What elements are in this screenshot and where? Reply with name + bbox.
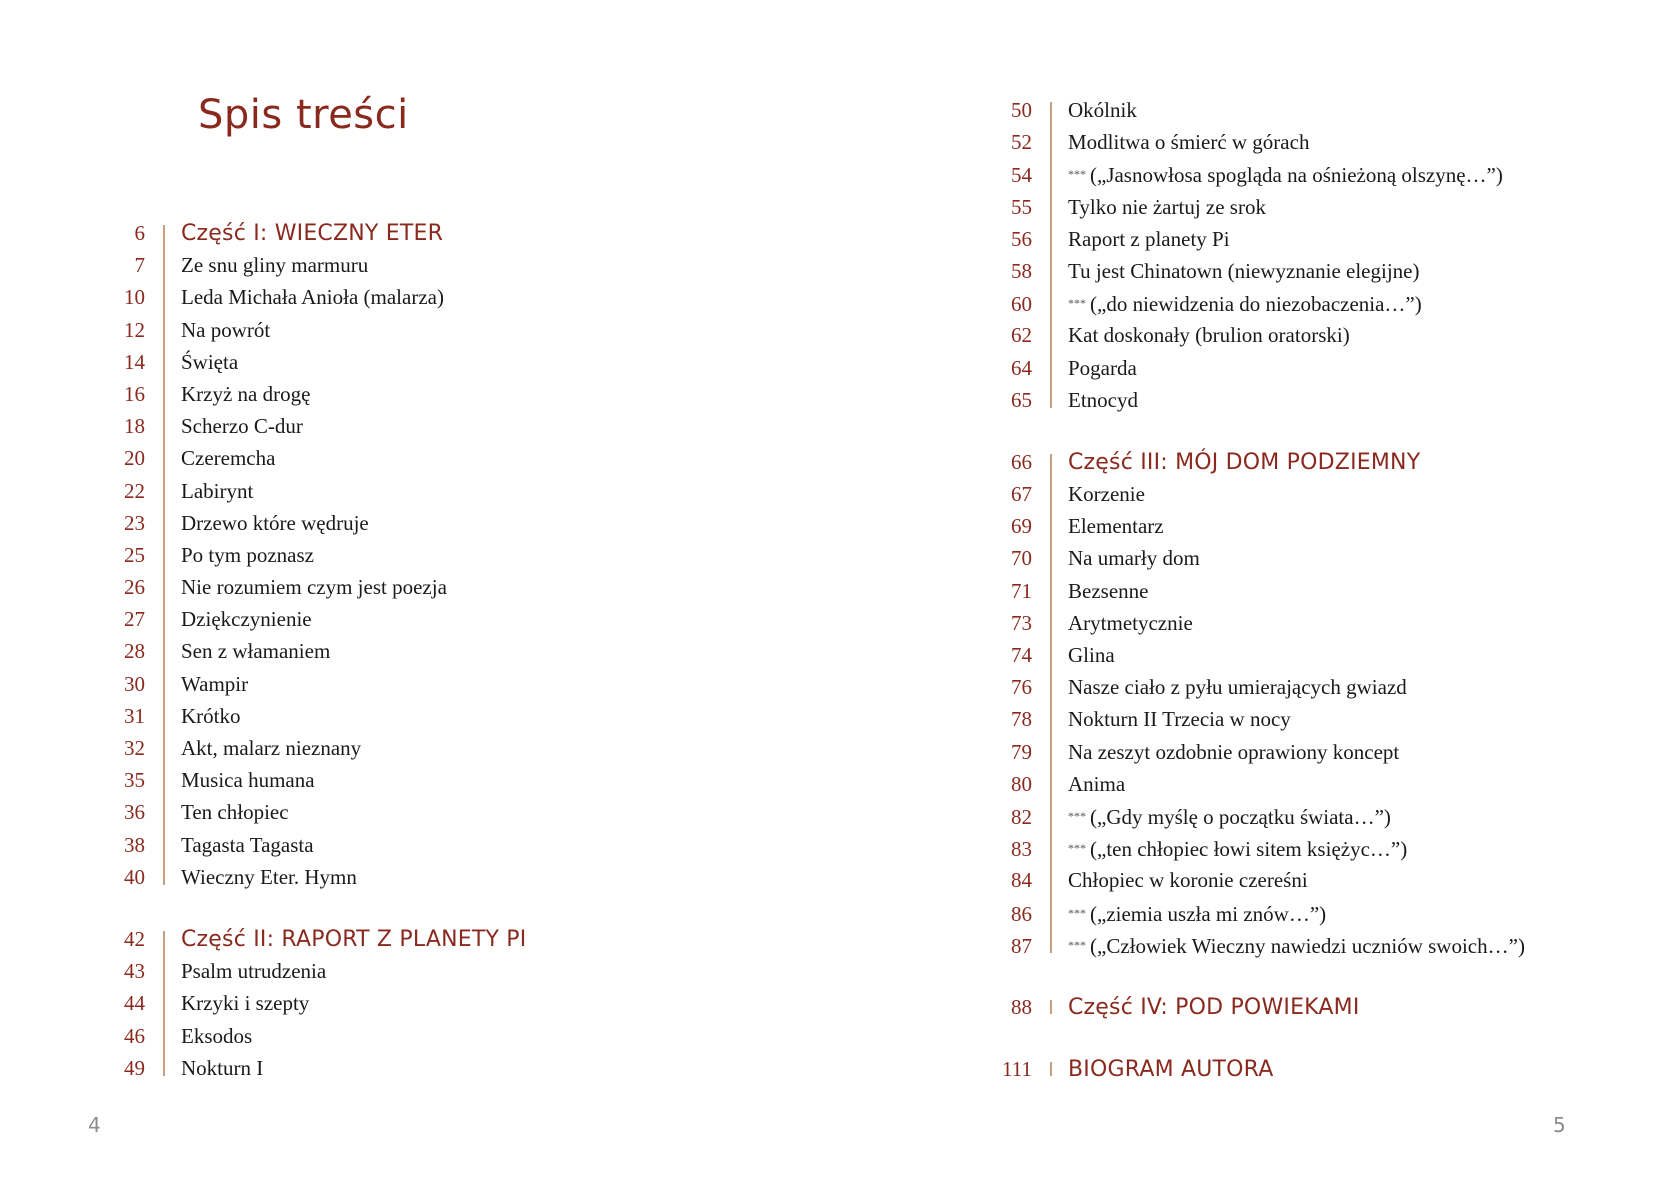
poem-title: [181, 346, 238, 378]
vertical-rule: [1050, 319, 1068, 351]
vertical-rule: [1050, 542, 1068, 574]
vertical-rule: [163, 507, 181, 539]
page-ref: 20: [124, 446, 145, 471]
toc-entry: [987, 352, 1525, 384]
vertical-rule: [163, 955, 181, 987]
vertical-rule: [1050, 832, 1068, 864]
entry-text: („ten chłopiec łowi sitem księżyc…”): [1090, 837, 1408, 862]
toc-entry: [100, 700, 526, 732]
page-ref: 62: [1011, 323, 1032, 348]
toc-section: [987, 446, 1525, 961]
page-ref: 26: [124, 575, 145, 600]
vertical-rule: [1050, 1053, 1068, 1085]
toc-entry: [100, 987, 526, 1019]
poem-title: [1068, 703, 1291, 735]
page-ref: 23: [124, 510, 145, 535]
page-ref: 16: [124, 381, 145, 406]
poem-title: [1068, 319, 1350, 351]
toc-entry: [987, 542, 1525, 574]
vertical-rule: [163, 764, 181, 796]
poem-title: [181, 249, 368, 281]
entry-text: Labirynt: [181, 478, 254, 503]
vertical-rule: [163, 923, 181, 955]
entry-text: Święta: [181, 349, 239, 374]
entry-text: Część II: RAPORT Z PLANETY PI: [181, 926, 527, 952]
toc-entry: [987, 510, 1525, 542]
toc-entry: [100, 281, 526, 313]
toc-entry: [987, 897, 1525, 929]
vertical-rule: [163, 861, 181, 893]
page-ref: 46: [124, 1023, 145, 1048]
poem-title: [181, 314, 270, 346]
vertical-rule: [163, 314, 181, 346]
poem-title: [181, 442, 275, 474]
page-ref: 14: [124, 349, 145, 374]
page-ref: 36: [124, 800, 145, 825]
poem-title: [181, 378, 310, 410]
entry-text: Tylko nie żartuj ze srok: [1068, 194, 1266, 219]
page-ref: 76: [1011, 675, 1032, 700]
page-ref: 55: [1011, 194, 1032, 219]
poem-title: [1068, 929, 1525, 962]
page-ref: 65: [1011, 387, 1032, 412]
toc-entry: [987, 94, 1525, 126]
page-ref: 50: [1011, 98, 1032, 122]
page-ref: 78: [1011, 707, 1032, 732]
vertical-rule: [1050, 223, 1068, 255]
vertical-rule: [163, 1020, 181, 1052]
poem-title: [1068, 736, 1399, 768]
poem-title: [1068, 191, 1266, 223]
poem-title: [1068, 768, 1125, 800]
entry-text: Tu jest Chinatown (niewyznanie elegijne): [1068, 258, 1420, 283]
poem-title: [181, 700, 241, 732]
toc-entry: [987, 639, 1525, 671]
vertical-rule: [163, 346, 181, 378]
toc-entry: [987, 223, 1525, 255]
vertical-rule: [1050, 94, 1068, 126]
entry-text: Nokturn I: [181, 1055, 264, 1080]
page-ref: 28: [124, 639, 145, 664]
vertical-rule: [163, 700, 181, 732]
vertical-rule: [1050, 255, 1068, 287]
poem-title: [1068, 510, 1164, 542]
page-ref: 82: [1011, 804, 1032, 829]
entry-text: Akt, malarz nieznany: [181, 736, 362, 760]
poem-title: [1068, 832, 1407, 865]
toc-entry: [100, 635, 526, 667]
page-ref: 18: [124, 414, 145, 439]
toc-section: [987, 991, 1525, 1023]
section-title: [1068, 447, 1420, 479]
poem-title: [1068, 352, 1137, 384]
page-number: 5: [1553, 1113, 1566, 1137]
toc-section-heading: [100, 217, 526, 249]
page-ref: 87: [1011, 933, 1032, 958]
toc-section-heading: [100, 923, 526, 955]
asterism-icon: ***: [1068, 167, 1086, 182]
vertical-rule: [163, 571, 181, 603]
entry-text: Na umarły dom: [1068, 546, 1200, 571]
vertical-rule: [1050, 671, 1068, 703]
toc-right-column: [987, 94, 1525, 1085]
page-ref: 38: [124, 832, 145, 857]
entry-text: Ten chłopiec: [181, 800, 289, 825]
vertical-rule: [163, 987, 181, 1019]
page-ref: 74: [1011, 643, 1032, 667]
page-number: 4: [88, 1113, 101, 1137]
entry-text: Nasze ciało z pyłu umierających gwiazd: [1068, 675, 1407, 700]
vertical-rule: [1050, 864, 1068, 896]
vertical-rule: [1050, 703, 1068, 735]
vertical-rule: [1050, 991, 1068, 1023]
toc-entry: [987, 736, 1525, 768]
toc-entry: [987, 800, 1525, 832]
toc-entry: [100, 1020, 526, 1052]
toc-entry: [100, 955, 526, 987]
entry-text: Wieczny Eter. Hymn: [181, 864, 357, 889]
toc-entry: [100, 668, 526, 700]
entry-text: Anima: [1068, 771, 1126, 796]
page-ref: 84: [1011, 868, 1032, 893]
entry-text: Modlitwa o śmierć w górach: [1068, 130, 1310, 155]
page-ref: 43: [124, 959, 145, 984]
poem-title: [1068, 287, 1422, 320]
poem-title: [181, 571, 447, 603]
entry-text: Dziękczynienie: [181, 607, 312, 632]
section-title: [1068, 1054, 1274, 1086]
page-ref: 32: [124, 736, 145, 760]
toc-section: [100, 217, 526, 893]
poem-title: [1068, 126, 1309, 158]
entry-text: Nie rozumiem czym jest poezja: [181, 575, 447, 600]
entry-text: Po tym poznasz: [181, 542, 314, 567]
poem-title: [1068, 671, 1407, 703]
page-ref: 31: [124, 703, 145, 728]
entry-text: Eksodos: [181, 1023, 253, 1048]
page-ref: 64: [1011, 355, 1032, 380]
entry-text: Na powrót: [181, 317, 271, 342]
vertical-rule: [163, 281, 181, 313]
entry-text: Nokturn II Trzecia w nocy: [1068, 707, 1291, 732]
toc-entry: [100, 861, 526, 893]
vertical-rule: [1050, 287, 1068, 319]
entry-text: Elementarz: [1068, 514, 1164, 539]
page-title: Spis treści: [198, 92, 409, 138]
entry-text: Drzewo które wędruje: [181, 510, 369, 535]
vertical-rule: [1050, 768, 1068, 800]
entry-text: Psalm utrudzenia: [181, 959, 327, 984]
page-ref: 67: [1011, 482, 1032, 507]
poem-title: [1068, 639, 1115, 671]
vertical-rule: [163, 732, 181, 764]
page-ref: 54: [1011, 163, 1032, 188]
toc-entry: [987, 158, 1525, 190]
toc-entry: [987, 287, 1525, 319]
vertical-rule: [163, 635, 181, 667]
toc-entry: [987, 768, 1525, 800]
toc-entry: [100, 571, 526, 603]
poem-title: [181, 732, 361, 764]
asterism-icon: ***: [1068, 841, 1086, 856]
toc-entry: [987, 607, 1525, 639]
poem-title: [1068, 478, 1145, 510]
toc-entry: [987, 864, 1525, 896]
entry-text: Tagasta Tagasta: [181, 832, 314, 857]
page-ref: 58: [1011, 258, 1032, 283]
vertical-rule: [1050, 575, 1068, 607]
toc-entry: [987, 929, 1525, 961]
toc-entry: [100, 829, 526, 861]
vertical-rule: [1050, 126, 1068, 158]
poem-title: [181, 829, 314, 861]
page-ref: 70: [1011, 546, 1032, 571]
page-ref: 7: [134, 253, 145, 278]
poem-title: [181, 475, 253, 507]
toc-entry: [100, 796, 526, 828]
vertical-rule: [163, 1052, 181, 1084]
entry-text: („do niewidzenia do niezobaczenia…”): [1090, 292, 1422, 317]
entry-text: Arytmetycznie: [1068, 610, 1193, 635]
section-title: [1068, 992, 1360, 1024]
page-ref: 30: [124, 671, 145, 696]
entry-text: Krzyż na drogę: [181, 381, 311, 406]
poem-title: [181, 603, 312, 635]
toc-entry: [100, 475, 526, 507]
poem-title: [1068, 864, 1308, 896]
entry-text: Korzenie: [1068, 482, 1145, 507]
toc-entry: [100, 732, 526, 764]
page-ref: 25: [124, 542, 145, 567]
page-ref: 83: [1011, 837, 1032, 862]
page-ref: 42: [124, 926, 145, 951]
asterism-icon: ***: [1068, 808, 1086, 823]
toc-entry: [100, 507, 526, 539]
entry-text: („Jasnowłosa spogląda na ośnieżoną olszynę…”): [1090, 163, 1503, 188]
vertical-rule: [1050, 384, 1068, 416]
page-ref: 111: [1002, 1057, 1032, 1082]
poem-title: [181, 796, 289, 828]
entry-text: Etnocyd: [1068, 387, 1138, 412]
entry-text: Raport z planety Pi: [1068, 226, 1230, 251]
toc-entry: [987, 575, 1525, 607]
section-title: [181, 218, 443, 250]
entry-text: Scherzo C-dur: [181, 414, 303, 439]
entry-text: Okólnik: [1068, 98, 1137, 122]
page-ref: 73: [1011, 610, 1032, 635]
entry-text: („ziemia uszła mi znów…”): [1090, 901, 1327, 926]
poem-title: [1068, 158, 1503, 191]
entry-text: Część III: MÓJ DOM PODZIEMNY: [1068, 449, 1421, 475]
poem-title: [181, 635, 330, 667]
vertical-rule: [163, 668, 181, 700]
poem-title: [1068, 384, 1138, 416]
entry-text: BIOGRAM AUTORA: [1068, 1057, 1274, 1083]
vertical-rule: [163, 603, 181, 635]
toc-section-heading: [987, 1053, 1525, 1085]
toc-entry: [987, 703, 1525, 735]
page-ref: 80: [1011, 771, 1032, 796]
page-ref: 66: [1011, 449, 1032, 474]
poem-title: [1068, 800, 1391, 833]
poem-title: [181, 764, 315, 796]
asterism-icon: ***: [1068, 905, 1086, 920]
vertical-rule: [1050, 191, 1068, 223]
entry-text: Kat doskonały (brulion oratorski): [1068, 323, 1350, 348]
toc-entry: [100, 764, 526, 796]
vertical-rule: [163, 539, 181, 571]
vertical-rule: [163, 410, 181, 442]
entry-text: Glina: [1068, 643, 1115, 667]
vertical-rule: [1050, 510, 1068, 542]
entry-text: Leda Michała Anioła (malarza): [181, 285, 444, 310]
asterism-icon: ***: [1068, 296, 1086, 311]
vertical-rule: [1050, 897, 1068, 929]
vertical-rule: [163, 442, 181, 474]
page-ref: 44: [124, 991, 145, 1016]
toc-entry: [987, 255, 1525, 287]
entry-text: Chłopiec w koronie czereśni: [1068, 868, 1308, 893]
vertical-rule: [1050, 639, 1068, 671]
entry-text: („Człowiek Wieczny nawiedzi uczniów swoich…”): [1090, 933, 1525, 958]
vertical-rule: [1050, 800, 1068, 832]
asterism-icon: ***: [1068, 937, 1086, 952]
vertical-rule: [163, 475, 181, 507]
entry-text: Musica humana: [181, 768, 315, 793]
vertical-rule: [1050, 158, 1068, 190]
vertical-rule: [1050, 929, 1068, 961]
vertical-rule: [1050, 446, 1068, 478]
vertical-rule: [1050, 352, 1068, 384]
entry-text: Czeremcha: [181, 446, 276, 471]
entry-text: Ze snu gliny marmuru: [181, 253, 369, 278]
poem-title: [181, 861, 357, 893]
toc-section: [100, 923, 526, 1084]
poem-title: [1068, 255, 1419, 287]
poem-title: [181, 410, 303, 442]
page-ref: 6: [134, 221, 145, 245]
toc-entry: [100, 314, 526, 346]
vertical-rule: [163, 829, 181, 861]
toc-section-heading: [987, 991, 1525, 1023]
poem-title: [1068, 575, 1148, 607]
toc-entry: [987, 384, 1525, 416]
section-title: [181, 924, 526, 956]
poem-title: [181, 1020, 252, 1052]
poem-title: [181, 668, 248, 700]
page-ref: 40: [124, 864, 145, 889]
toc-entry: [987, 671, 1525, 703]
page-ref: 88: [1011, 994, 1032, 1019]
page-ref: 52: [1011, 130, 1032, 155]
vertical-rule: [1050, 607, 1068, 639]
poem-title: [1068, 223, 1230, 255]
page-ref: 71: [1011, 578, 1032, 603]
toc-entry: [987, 478, 1525, 510]
toc-entry: [100, 539, 526, 571]
toc-entry: [100, 249, 526, 281]
toc-entry: [987, 832, 1525, 864]
toc-entry: [100, 346, 526, 378]
vertical-rule: [1050, 736, 1068, 768]
poem-title: [1068, 94, 1137, 126]
entry-text: Krótko: [181, 703, 241, 728]
poem-title: [1068, 542, 1200, 574]
page-ref: 35: [124, 768, 145, 793]
poem-title: [1068, 897, 1326, 930]
toc-entry: [100, 603, 526, 635]
page-ref: 22: [124, 478, 145, 503]
poem-title: [181, 1052, 263, 1084]
page-ref: 27: [124, 607, 145, 632]
poem-title: [1068, 607, 1193, 639]
toc-entry: [987, 191, 1525, 223]
vertical-rule: [1050, 478, 1068, 510]
poem-title: [181, 955, 326, 987]
poem-title: [181, 987, 309, 1019]
entry-text: Część IV: POD POWIEKAMI: [1068, 994, 1360, 1020]
right-page: [827, 0, 1654, 1182]
entry-text: Pogarda: [1068, 355, 1137, 380]
poem-title: [181, 539, 314, 571]
poem-title: [181, 507, 369, 539]
entry-text: Krzyki i szepty: [181, 991, 310, 1016]
page-ref: 56: [1011, 226, 1032, 251]
entry-text: Na zeszyt ozdobnie oprawiony koncept: [1068, 739, 1400, 764]
vertical-rule: [163, 217, 181, 249]
toc-left-column: [100, 217, 526, 1084]
toc-entry: [100, 378, 526, 410]
page-ref: 49: [124, 1055, 145, 1080]
page-ref: 12: [124, 317, 145, 342]
toc-entry: [100, 410, 526, 442]
entry-text: („Gdy myślę o początku świata…”): [1090, 804, 1391, 829]
vertical-rule: [163, 796, 181, 828]
entry-text: Wampir: [181, 671, 249, 696]
page-ref: 69: [1011, 514, 1032, 539]
toc-section: [987, 94, 1525, 416]
toc-entry: [100, 1052, 526, 1084]
toc-entry: [987, 126, 1525, 158]
page-ref: 79: [1011, 739, 1032, 764]
toc-entry: [987, 319, 1525, 351]
page-ref: 10: [124, 285, 145, 310]
toc-section: [987, 1053, 1525, 1085]
vertical-rule: [163, 249, 181, 281]
entry-text: Część I: WIECZNY ETER: [181, 221, 444, 246]
toc-section-heading: [987, 446, 1525, 478]
page-ref: 86: [1011, 901, 1032, 926]
entry-text: Bezsenne: [1068, 578, 1149, 603]
vertical-rule: [163, 378, 181, 410]
entry-text: Sen z włamaniem: [181, 639, 331, 664]
page-ref: 60: [1011, 292, 1032, 317]
poem-title: [181, 281, 444, 313]
toc-entry: [100, 442, 526, 474]
